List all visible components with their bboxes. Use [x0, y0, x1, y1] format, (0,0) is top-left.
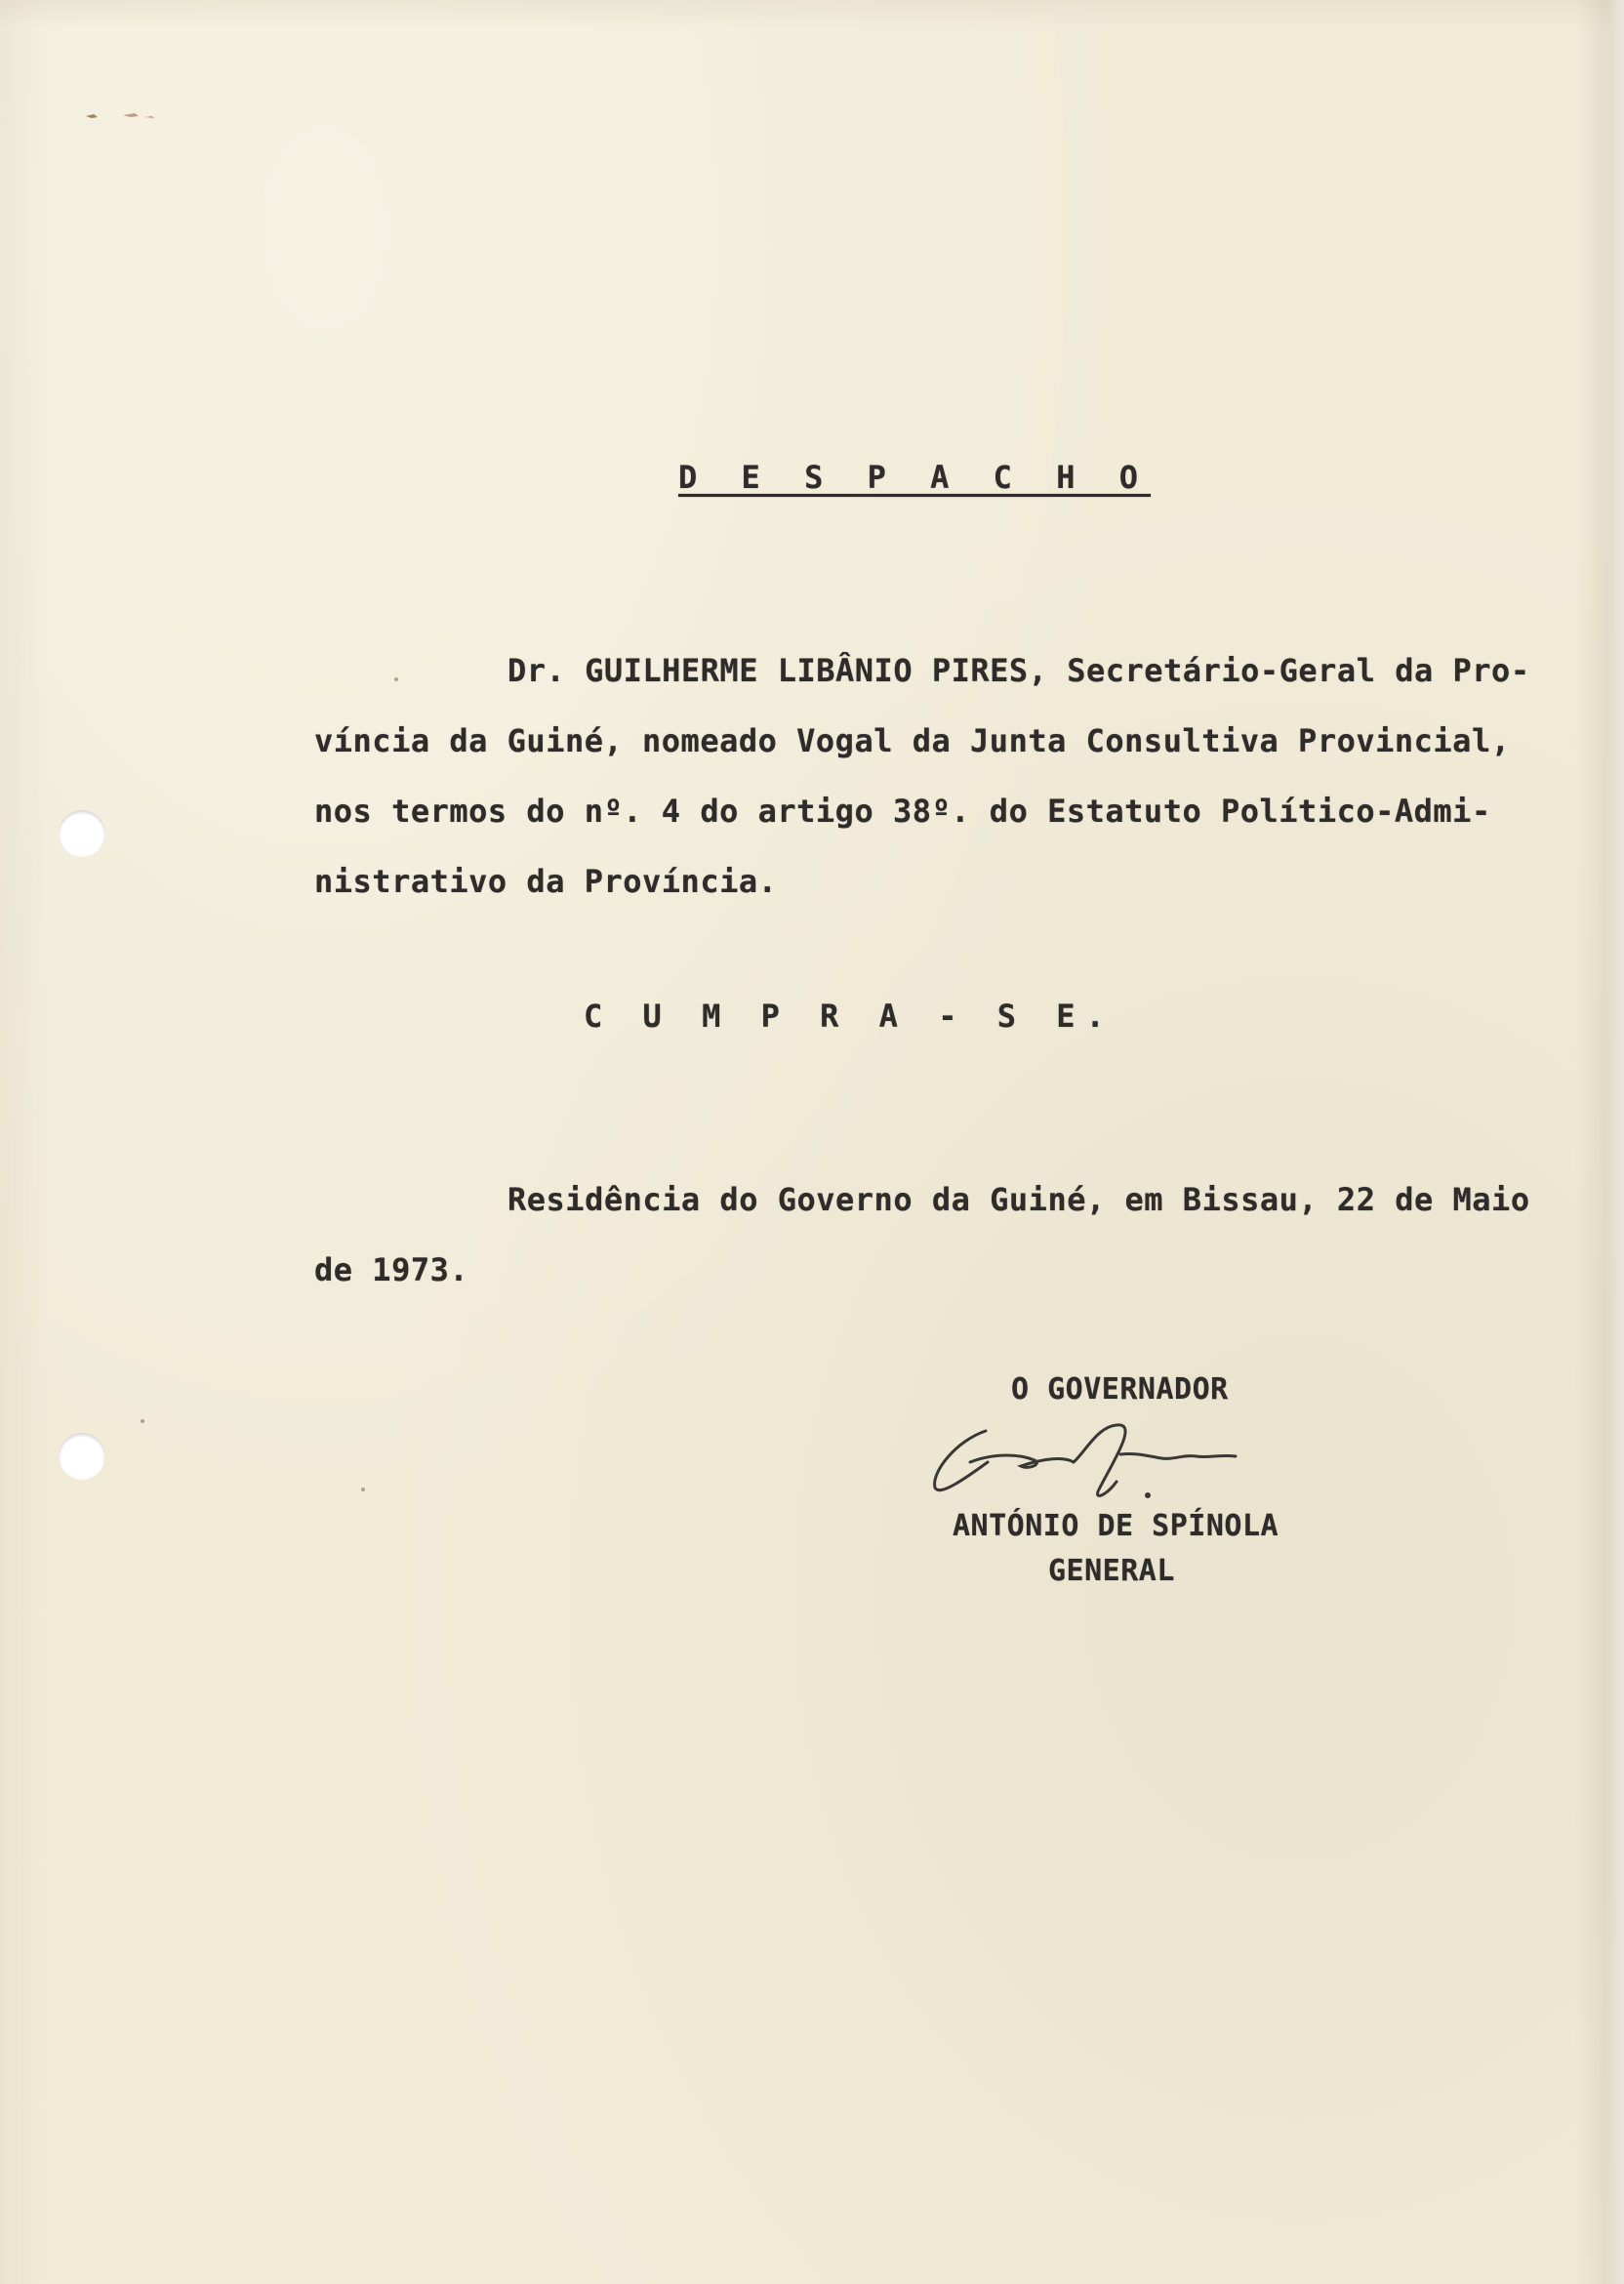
- punch-hole-bottom: [59, 1433, 105, 1480]
- signatory-rank: GENERAL: [1048, 1554, 1175, 1588]
- date-line-1: Residência do Governo da Guiné, em Bissau, 22 de Maio: [508, 1181, 1530, 1218]
- rust-stain: [84, 110, 172, 120]
- paper-speck: [361, 1488, 365, 1491]
- paper-shading: [0, 0, 1624, 29]
- date-line-2: de 1973.: [314, 1251, 469, 1288]
- handwritten-signature: [927, 1413, 1259, 1511]
- paper-speck: [394, 677, 398, 681]
- paragraph-line-3: nos termos do nº. 4 do artigo 38º. do Estatuto Político-Admi-: [314, 793, 1491, 830]
- paragraph-line-2: víncia da Guiné, nomeado Vogal da Junta Consultiva Provincial,: [314, 722, 1511, 759]
- order-statement: C U M P R A - S E.: [584, 998, 1116, 1035]
- paragraph-line-4: nistrativo da Província.: [314, 863, 778, 900]
- signatory-title: O GOVERNADOR: [1011, 1372, 1229, 1407]
- paper-edge: [1606, 0, 1624, 2284]
- document-title: D E S P A C H O: [678, 459, 1151, 496]
- punch-hole-top: [59, 810, 105, 857]
- signatory-name: ANTÓNIO DE SPÍNOLA: [953, 1509, 1279, 1543]
- paragraph-line-1: Dr. GUILHERME LIBÂNIO PIRES, Secretário-Geral da Pro-: [508, 652, 1530, 689]
- paper-speck: [141, 1419, 144, 1423]
